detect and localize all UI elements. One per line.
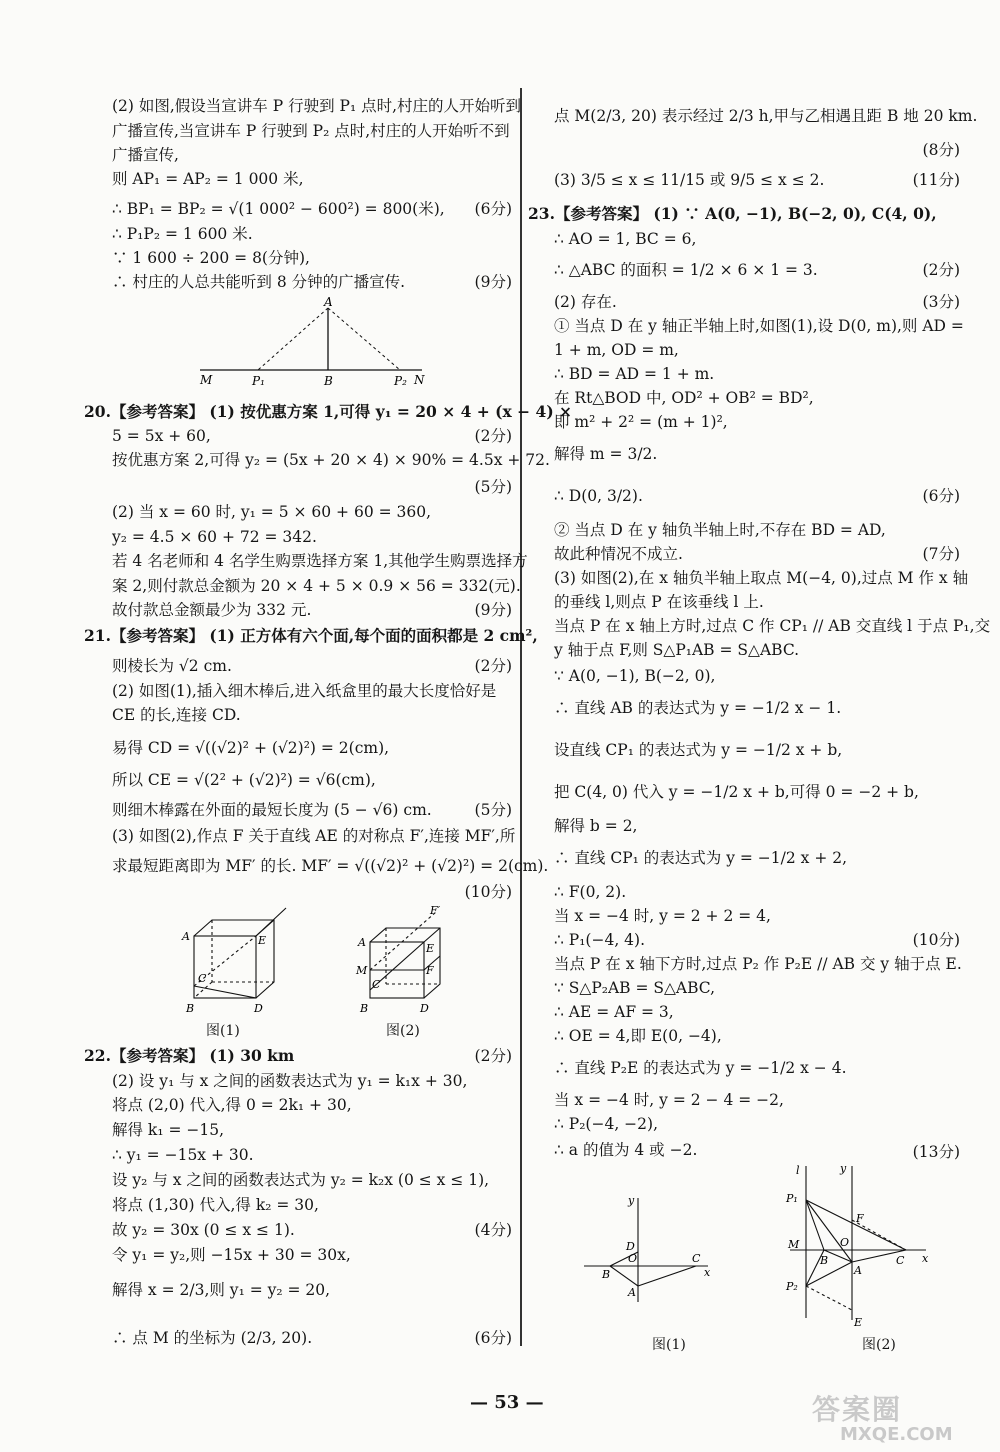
label-o: O	[840, 1236, 850, 1249]
label-d: D	[254, 1002, 263, 1015]
label-a: A	[628, 1286, 636, 1299]
text-line: ∴ 直线 P₂E 的表达式为 y = −1/2 x − 4.	[554, 1059, 847, 1077]
text-line: 的垂线 l,则点 P 在该垂线 l 上.	[554, 593, 764, 611]
label-d: D	[626, 1240, 635, 1253]
segment-ap2	[328, 308, 400, 370]
watermark-logo: 答案圈	[812, 1393, 903, 1426]
score: (2分)	[474, 657, 512, 675]
text-line: ∴ 村庄的人总共能听到 8 分钟的广播宣传.	[112, 273, 406, 291]
text-line: 在 Rt△BOD 中, OD² + OB² = BD²,	[554, 389, 814, 407]
text-line: 1 + m, OD = m,	[554, 341, 679, 359]
label-c: C	[372, 978, 381, 991]
text-line: 解得 b = 2,	[554, 817, 638, 835]
label-p2: P₂	[786, 1280, 798, 1293]
figure-cube-2	[354, 902, 464, 1018]
score: (10分)	[912, 931, 960, 949]
text-line: y 轴于点 F,则 S△P₁AB = S△ABC.	[554, 641, 800, 659]
text-line: 易得 CD = √((√2)² + (√2)²) = 2(cm),	[112, 739, 390, 757]
label-d: D	[420, 1002, 429, 1015]
label-e: E	[258, 934, 267, 947]
label-p1: P₁	[786, 1192, 798, 1205]
text-line: 所以 CE = √(2² + (√2)²) = √6(cm),	[112, 771, 376, 789]
label-a: A	[324, 296, 333, 309]
text-line: 故 y₂ = 30x (0 ≤ x ≤ 1).	[112, 1221, 295, 1239]
score: (3分)	[922, 293, 960, 311]
text-line: (2) 当 x = 60 时, y₁ = 5 × 60 + 60 = 360,	[112, 503, 432, 521]
score: (13分)	[912, 1143, 960, 1161]
label-f: F	[856, 1212, 864, 1225]
label-p1: P₁	[252, 374, 265, 388]
text-line: (3) 如图(2),在 x 轴负半轴上取点 M(−4, 0),过点 M 作 x 轴	[554, 569, 969, 587]
text-line: ∵ 1 600 ÷ 200 = 8(分钟),	[112, 249, 310, 267]
label-x: x	[922, 1252, 929, 1265]
text-line: 设直线 CP₁ 的表达式为 y = −1/2 x + b,	[554, 741, 843, 759]
score: (2分)	[474, 1047, 512, 1065]
page-number: — 53 —	[470, 1392, 544, 1413]
text-line: ∵ A(0, −1), B(−2, 0),	[554, 667, 716, 685]
text-line: y₂ = 4.5 × 60 + 72 = 342.	[112, 528, 317, 546]
label-y: y	[840, 1162, 847, 1175]
column-divider	[520, 88, 522, 1346]
text-line: 当点 P 在 x 轴下方时,过点 P₂ 作 P₂E // AB 交 y 轴于点 E.	[554, 955, 962, 973]
label-l: l	[796, 1164, 800, 1177]
text-line: (2) 如图(1),插入细木棒后,进入纸盒里的最大长度恰好是	[112, 682, 497, 700]
figure-coordinate-1	[578, 1190, 718, 1310]
text-line: ∴ AE = AF = 3,	[554, 1003, 674, 1021]
text-line: ② 当点 D 在 y 轴负半轴上时,不存在 BD = AD,	[554, 521, 886, 539]
segment-ap1	[258, 308, 328, 370]
text-line: ∴ P₁P₂ = 1 600 米.	[112, 225, 253, 243]
score: (7分)	[922, 545, 960, 563]
score: (11分)	[912, 171, 960, 189]
score: (5分)	[474, 478, 512, 496]
text-line: 则棱长为 √2 cm.	[112, 657, 232, 675]
text-line: ∴ 直线 AB 的表达式为 y = −1/2 x − 1.	[554, 699, 842, 717]
score: (4分)	[474, 1221, 512, 1239]
text-line: 解得 m = 3/2.	[554, 445, 658, 463]
score: (9分)	[474, 273, 512, 291]
label-b: B	[820, 1254, 829, 1267]
text-line: 求最短距离即为 MF′ 的长. MF′ = √((√2)² + (√2)²) = 2(cm).	[112, 857, 549, 875]
text-line: 点 M(2/3, 20) 表示经过 2/3 h,甲与乙相遇且距 B 地 20 km.	[554, 107, 978, 125]
text-line: (3) 如图(2),作点 F 关于直线 AE 的对称点 F′,连接 MF′,所	[112, 827, 516, 845]
label-c: C	[692, 1252, 701, 1265]
text-line: (2) 设 y₁ 与 x 之间的函数表达式为 y₁ = k₁x + 30,	[112, 1072, 468, 1090]
caption-fig2: 图(2)	[862, 1337, 896, 1353]
text-line: 把 C(4, 0) 代入 y = −1/2 x + b,可得 0 = −2 + b,	[554, 783, 919, 801]
label-o: O	[628, 1252, 638, 1265]
text-line: 解得 k₁ = −15,	[112, 1121, 225, 1139]
text-line: ∴ D(0, 3/2).	[554, 487, 643, 505]
text-line: 将点 (1,30) 代入,得 k₂ = 30,	[112, 1196, 319, 1214]
label-e: E	[426, 942, 435, 955]
caption-fig1: 图(1)	[652, 1337, 686, 1353]
text-line: 按优惠方案 2,可得 y₂ = (5x + 20 × 4) × 90% = 4.5x + 72.	[112, 451, 550, 469]
text-line: 广播宣传,当宣讲车 P 行驶到 P₂ 点时,村庄的人开始听不到	[112, 122, 510, 140]
text-line: ∴ P₁(−4, 4).	[554, 931, 646, 949]
score: (2分)	[922, 261, 960, 279]
question-20-line: 20.【参考答案】 (1) 按优惠方案 1,可得 y₁ = 20 × 4 + (x − 4) ×	[84, 402, 573, 421]
text-line: 将点 (2,0) 代入,得 0 = 2k₁ + 30,	[112, 1096, 352, 1114]
text-line: 案 2,则付款总金额为 20 × 4 + 5 × 0.9 × 56 = 332(元).	[112, 577, 521, 595]
text-line: ∴ 直线 CP₁ 的表达式为 y = −1/2 x + 2,	[554, 849, 848, 867]
score: (9分)	[474, 601, 512, 619]
text-line: ∴ OE = 4,即 E(0, −4),	[554, 1027, 722, 1045]
label-c: C	[896, 1254, 905, 1267]
label-y: y	[628, 1194, 635, 1207]
label-b: B	[360, 1002, 369, 1015]
score: (2分)	[474, 427, 512, 445]
score: (5分)	[474, 801, 512, 819]
text-line: 当 x = −4 时, y = 2 + 2 = 4,	[554, 907, 771, 925]
label-m: M	[356, 964, 368, 977]
label-n: N	[414, 373, 425, 387]
label-f-prime: F′	[430, 904, 441, 917]
label-f: F	[426, 964, 434, 977]
score: (6分)	[474, 200, 512, 218]
score: (6分)	[922, 487, 960, 505]
caption-fig2: 图(2)	[386, 1023, 420, 1039]
text-line: 解得 x = 2/3,则 y₁ = y₂ = 20,	[112, 1281, 331, 1299]
score: (8分)	[922, 141, 960, 159]
question-23-line: 23.【参考答案】 (1) ∵ A(0, −1), B(−2, 0), C(4, 0),	[528, 204, 937, 223]
label-b: B	[186, 1002, 195, 1015]
text-line: 令 y₁ = y₂,则 −15x + 30 = 30x,	[112, 1246, 351, 1264]
label-b: B	[324, 374, 333, 388]
label-a: A	[358, 936, 366, 949]
text-line: (2) 存在.	[554, 293, 617, 311]
label-p2: P₂	[394, 374, 407, 388]
watermark-url: MXQE.COM	[840, 1424, 953, 1445]
text-line: ① 当点 D 在 y 轴正半轴上时,如图(1),设 D(0, m),则 AD =	[554, 317, 964, 335]
text-line: 故付款总金额最少为 332 元.	[112, 601, 312, 619]
label-a: A	[854, 1264, 862, 1277]
figure-cube-1	[178, 902, 298, 1018]
caption-fig1: 图(1)	[206, 1023, 240, 1039]
text-line: 设 y₂ 与 x 之间的函数表达式为 y₂ = k₂x (0 ≤ x ≤ 1),	[112, 1171, 490, 1189]
text-line: 5 = 5x + 60,	[112, 427, 211, 445]
text-line: ∴ a 的值为 4 或 −2.	[554, 1141, 698, 1159]
text-line: 当 x = −4 时, y = 2 − 4 = −2,	[554, 1091, 784, 1109]
text-line: ∴ △ABC 的面积 = 1/2 × 6 × 1 = 3.	[554, 261, 818, 279]
text-line: (3) 3/5 ≤ x ≤ 11/15 或 9/5 ≤ x ≤ 2.	[554, 171, 825, 189]
question-21-line: 21.【参考答案】 (1) 正方体有六个面,每个面的面积都是 2 cm²,	[84, 626, 538, 645]
label-m: M	[200, 373, 213, 387]
label-a: A	[182, 930, 190, 943]
label-m: M	[788, 1238, 800, 1251]
text-line: ∵ S△P₂AB = S△ABC,	[554, 979, 716, 997]
text-line: 则细木棒露在外面的最短长度为 (5 − √6) cm.	[112, 801, 432, 819]
label-b: B	[602, 1268, 611, 1281]
text-line: 若 4 名老师和 4 名学生购票选择方案 1,其他学生购票选择方	[112, 552, 528, 570]
text-line: 当点 P 在 x 轴上方时,过点 C 作 CP₁ // AB 交直线 l 于点 P₁,交	[554, 617, 991, 635]
text-line: 即 m² + 2² = (m + 1)²,	[554, 413, 728, 431]
figure-coordinate-2	[776, 1160, 936, 1330]
text-line: ∴ AO = 1, BC = 6,	[554, 230, 697, 248]
text-line: CE 的长,连接 CD.	[112, 706, 241, 724]
text-line: 故此种情况不成立.	[554, 545, 683, 563]
text-line: ∴ y₁ = −15x + 30.	[112, 1146, 254, 1164]
label-x: x	[704, 1266, 711, 1279]
text-line: ∴ 点 M 的坐标为 (2/3, 20).	[112, 1329, 313, 1347]
question-22-line: 22.【参考答案】 (1) 30 km	[84, 1046, 295, 1065]
text-line: ∴ F(0, 2).	[554, 883, 627, 901]
figure-road	[190, 296, 440, 388]
text-line: 则 AP₁ = AP₂ = 1 000 米,	[112, 170, 304, 188]
text-line: ∴ P₂(−4, −2),	[554, 1115, 659, 1133]
label-c: C	[198, 972, 207, 985]
score: (6分)	[474, 1329, 512, 1347]
text-line: ∴ BD = AD = 1 + m.	[554, 365, 715, 383]
label-e: E	[854, 1316, 863, 1329]
score: (10分)	[464, 883, 512, 901]
text-line: (2) 如图,假设当宣讲车 P 行驶到 P₁ 点时,村庄的人开始听到	[112, 97, 522, 115]
text-line: 广播宣传,	[112, 146, 179, 164]
text-line: ∴ BP₁ = BP₂ = √(1 000² − 600²) = 800(米),	[112, 200, 445, 218]
